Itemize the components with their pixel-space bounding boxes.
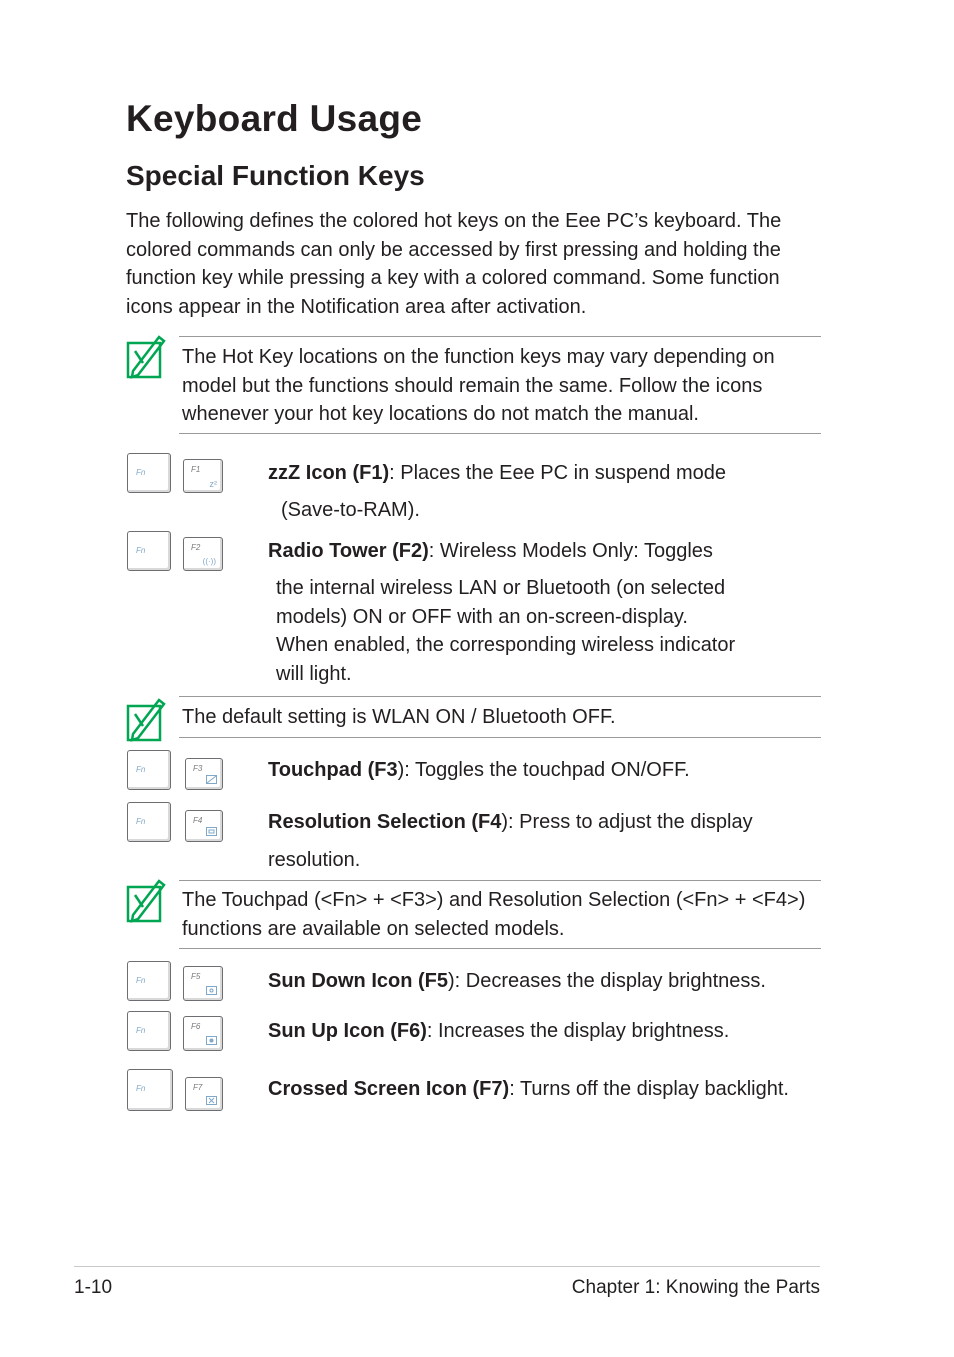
- footer-rule: [74, 1266, 820, 1267]
- f6-description: Sun Up Icon (F6): Increases the display brightness.: [268, 1020, 730, 1042]
- f2-description-line5: will light.: [276, 663, 352, 685]
- resolution-icon: [206, 827, 217, 836]
- f2-description-line2: the internal wireless LAN or Bluetooth (on selected: [276, 577, 726, 599]
- f6-key: F6: [183, 1016, 223, 1051]
- f4-description: Resolution Selection (F4): Press to adjust the display: [268, 811, 753, 833]
- f3-description: Touchpad (F3): Toggles the touchpad ON/OFF.: [268, 759, 690, 781]
- f5-description: Sun Down Icon (F5): Decreases the display brightness.: [268, 970, 766, 992]
- note-rule-top: [179, 880, 821, 881]
- f7-key: F7: [185, 1077, 223, 1111]
- section-heading: Special Function Keys: [126, 160, 425, 191]
- f1-description: zzZ Icon (F1): Places the Eee PC in suspend mode: [268, 462, 726, 484]
- touchpad-icon: [206, 775, 217, 784]
- f4-description-cont: resolution.: [268, 849, 361, 871]
- fn-key: Fn: [127, 1011, 171, 1051]
- note-text: The Touchpad (<Fn> + <F3>) and Resolution Selection (<Fn> + <F4>) functions are available on selected models.: [182, 889, 806, 940]
- fn-key: Fn: [127, 961, 171, 1001]
- f2-description: Radio Tower (F2): Wireless Models Only: Toggles: [268, 540, 713, 562]
- note-text: The default setting is WLAN ON / Bluetooth OFF.: [182, 706, 616, 728]
- chapter-title: Chapter 1: Knowing the Parts: [571, 1277, 820, 1298]
- f2-description-line3: models) ON or OFF with an on-screen-display.: [276, 606, 688, 628]
- sun-up-icon: [206, 1036, 217, 1045]
- fn-key: Fn: [127, 1069, 173, 1111]
- crossed-screen-icon: [206, 1096, 217, 1105]
- f5-key: F5: [183, 966, 223, 1001]
- note-rule-bottom: [179, 433, 821, 434]
- f2-description-line4: When enabled, the corresponding wireless indicator: [276, 634, 736, 656]
- f3-key: F3: [185, 758, 223, 790]
- fn-key: Fn: [127, 802, 171, 842]
- note-text: The Hot Key locations on the function keys may vary depending on model but the functions should remain the same. Follow the icons whenever your hot key locations do not match the manual.: [182, 346, 775, 425]
- f7-description: Crossed Screen Icon (F7): Turns off the display backlight.: [268, 1078, 789, 1100]
- sun-down-icon: [206, 986, 217, 995]
- note-pencil-icon: [125, 696, 167, 749]
- page-number: 1-10: [74, 1277, 113, 1298]
- note-pencil-icon: [125, 877, 167, 930]
- note-rule-bottom: [179, 737, 821, 738]
- note-rule-top: [179, 696, 821, 697]
- note-rule-top: [179, 336, 821, 337]
- page-title: Keyboard Usage: [126, 98, 423, 139]
- f1-description-cont: (Save-to-RAM).: [281, 499, 420, 521]
- intro-paragraph: The following defines the colored hot keys on the Eee PC’s keyboard. The colored commands can only be accessed by first pressing and holding the function key while pressing a key with a colored command. Some function icons appear in the Notification area after activation.: [126, 210, 782, 318]
- sleep-icon: z²: [209, 479, 217, 489]
- fn-key: Fn: [127, 750, 171, 790]
- fn-key: Fn: [127, 531, 171, 571]
- fn-key: Fn: [127, 453, 171, 493]
- radio-tower-icon: ((·)): [202, 557, 216, 566]
- note-rule-bottom: [179, 948, 821, 949]
- f2-key: F2 ((·)): [183, 537, 223, 571]
- note-pencil-icon: [125, 333, 167, 386]
- f1-key: F1 z²: [183, 459, 223, 493]
- f4-key: F4: [185, 810, 223, 842]
